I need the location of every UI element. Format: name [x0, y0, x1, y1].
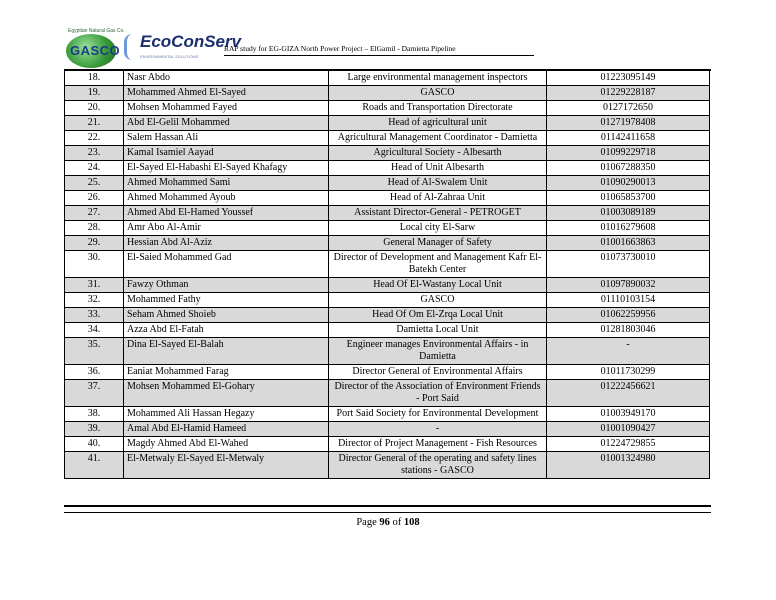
table-row	[65, 278, 710, 293]
position-cell: Assistant Director-General - PETROGET	[329, 206, 547, 221]
name-cell: Ahmed Mohammed Sami	[124, 176, 329, 191]
position-cell: Agricultural Management Coordinator - Damietta	[329, 131, 547, 146]
table-row	[65, 293, 710, 308]
phone-cell: 01001090427	[547, 422, 710, 437]
table-row	[65, 131, 710, 146]
table-row	[65, 161, 710, 176]
phone-cell: 01003949170	[547, 407, 710, 422]
position-cell: Director General of the operating and safety lines stations - GASCO	[329, 452, 547, 479]
position-cell: Head of Al-Zahraa Unit	[329, 191, 547, 206]
of-label: of	[392, 517, 402, 528]
row-number-cell: 21.	[65, 116, 124, 131]
phone-cell: 01271978408	[547, 116, 710, 131]
ecoconserv-tagline: ENVIRONMENTAL SOLUTIONS	[140, 54, 199, 59]
table-row	[65, 338, 710, 365]
table-row	[65, 323, 710, 338]
row-number-cell: 25.	[65, 176, 124, 191]
total-pages: 108	[403, 517, 420, 528]
position-cell: Head of Unit Albesarth	[329, 161, 547, 176]
table-row	[65, 176, 710, 191]
row-number-cell: 32.	[65, 293, 124, 308]
name-cell: Hessian Abd Al-Aziz	[124, 236, 329, 251]
name-cell: Kamal Isamiel Aayad	[124, 146, 329, 161]
ecoconserv-logo	[124, 32, 242, 66]
row-number-cell: 40.	[65, 437, 124, 452]
position-cell: GASCO	[329, 293, 547, 308]
table-row	[65, 437, 710, 452]
position-cell: Head Of El-Wastany Local Unit	[329, 278, 547, 293]
position-cell: General Manager of Safety	[329, 236, 547, 251]
phone-cell: 01016279608	[547, 221, 710, 236]
position-cell: Engineer manages Environmental Affairs - in Damietta	[329, 338, 547, 365]
name-cell: Nasr Abdo	[124, 71, 329, 86]
name-cell: Mohsen Mohammed Fayed	[124, 101, 329, 116]
row-number-cell: 23.	[65, 146, 124, 161]
position-cell: Large environmental management inspectors	[329, 71, 547, 86]
phone-cell: 01142411658	[547, 131, 710, 146]
name-cell: El-Saied Mohammed Gad	[124, 251, 329, 278]
phone-cell: 01003089189	[547, 206, 710, 221]
row-number-cell: 26.	[65, 191, 124, 206]
row-number-cell: 27.	[65, 206, 124, 221]
phone-cell: -	[547, 338, 710, 365]
position-cell: Head of agricultural unit	[329, 116, 547, 131]
name-cell: Seham Ahmed Shoieb	[124, 308, 329, 323]
row-number-cell: 37.	[65, 380, 124, 407]
table-row	[65, 365, 710, 380]
name-cell: Amr Abo Al-Amir	[124, 221, 329, 236]
row-number-cell: 29.	[65, 236, 124, 251]
name-cell: Eaniat Mohammed Farag	[124, 365, 329, 380]
table-row	[65, 308, 710, 323]
table-row	[65, 86, 710, 101]
phone-cell: 01001663863	[547, 236, 710, 251]
table-row	[65, 146, 710, 161]
name-cell: Azza Abd El-Fatah	[124, 323, 329, 338]
gasco-tagline: Egyptian Natural Gas Co.	[68, 28, 125, 34]
row-number-cell: 24.	[65, 161, 124, 176]
row-number-cell: 35.	[65, 338, 124, 365]
gasco-logo	[64, 28, 125, 68]
table-bottom-border	[64, 505, 711, 507]
ecoconserv-mark-icon	[124, 34, 141, 60]
position-cell: Damietta Local Unit	[329, 323, 547, 338]
position-cell: Head Of Om El-Zrqa Local Unit	[329, 308, 547, 323]
phone-cell: 01062259956	[547, 308, 710, 323]
row-number-cell: 36.	[65, 365, 124, 380]
table-row	[65, 116, 710, 131]
row-number-cell: 22.	[65, 131, 124, 146]
phone-cell: 01067288350	[547, 161, 710, 176]
gasco-logo-text: GASCO	[70, 43, 121, 58]
phone-cell: 01073730010	[547, 251, 710, 278]
name-cell: El-Sayed El-Habashi El-Sayed Khafagy	[124, 161, 329, 176]
phone-cell: 01222456621	[547, 380, 710, 407]
phone-cell: 01229228187	[547, 86, 710, 101]
phone-cell: 01110103154	[547, 293, 710, 308]
name-cell: Salem Hassan Ali	[124, 131, 329, 146]
position-cell: -	[329, 422, 547, 437]
row-number-cell: 28.	[65, 221, 124, 236]
table-row	[65, 191, 710, 206]
row-number-cell: 38.	[65, 407, 124, 422]
row-number-cell: 18.	[65, 71, 124, 86]
page-header	[64, 22, 534, 72]
name-cell: Mohsen Mohammed El-Gohary	[124, 380, 329, 407]
name-cell: Fawzy Othman	[124, 278, 329, 293]
phone-cell: 01099229718	[547, 146, 710, 161]
footer-divider	[64, 512, 711, 513]
table-row	[65, 71, 710, 86]
phone-cell: 01281803046	[547, 323, 710, 338]
table-row	[65, 452, 710, 479]
row-number-cell: 30.	[65, 251, 124, 278]
row-number-cell: 19.	[65, 86, 124, 101]
table-row	[65, 422, 710, 437]
name-cell: Ahmed Abd El-Hamed Youssef	[124, 206, 329, 221]
position-cell: Director of the Association of Environment Friends - Port Said	[329, 380, 547, 407]
row-number-cell: 20.	[65, 101, 124, 116]
table-row	[65, 101, 710, 116]
phone-cell: 01097890032	[547, 278, 710, 293]
page-number: 96	[379, 517, 390, 528]
phone-cell: 01011730299	[547, 365, 710, 380]
name-cell: Amal Abd El-Hamid Hameed	[124, 422, 329, 437]
ecoconserv-logo-text: EcoConServ	[140, 32, 242, 51]
name-cell: Ahmed Mohammed Ayoub	[124, 191, 329, 206]
table-row	[65, 221, 710, 236]
phone-cell: 01224729855	[547, 437, 710, 452]
position-cell: Director of Development and Management Kafr El-Batekh Center	[329, 251, 547, 278]
name-cell: Mohammed Ali Hassan Hegazy	[124, 407, 329, 422]
contacts-table-body	[65, 71, 710, 479]
page-footer	[0, 517, 776, 528]
table-row	[65, 236, 710, 251]
page-label: Page	[356, 517, 377, 528]
row-number-cell: 39.	[65, 422, 124, 437]
table-row	[65, 407, 710, 422]
phone-cell: 01065853700	[547, 191, 710, 206]
row-number-cell: 41.	[65, 452, 124, 479]
name-cell: Mohammed Fathy	[124, 293, 329, 308]
position-cell: Local city El-Sarw	[329, 221, 547, 236]
phone-cell: 01223095149	[547, 71, 710, 86]
table-row	[65, 380, 710, 407]
name-cell: Abd El-Gelil Mohammed	[124, 116, 329, 131]
position-cell: Director of Project Management - Fish Resources	[329, 437, 547, 452]
position-cell: Agricultural Society - Albesarth	[329, 146, 547, 161]
row-number-cell: 31.	[65, 278, 124, 293]
position-cell: Roads and Transportation Directorate	[329, 101, 547, 116]
name-cell: Dina El-Sayed El-Balah	[124, 338, 329, 365]
row-number-cell: 34.	[65, 323, 124, 338]
position-cell: GASCO	[329, 86, 547, 101]
phone-cell: 0127172650	[547, 101, 710, 116]
contacts-table	[64, 70, 710, 479]
position-cell: Port Said Society for Environmental Development	[329, 407, 547, 422]
table-row	[65, 206, 710, 221]
position-cell: Director General of Environmental Affairs	[329, 365, 547, 380]
table-row	[65, 251, 710, 278]
phone-cell: 01090290013	[547, 176, 710, 191]
name-cell: Magdy Ahmed Abd El-Wahed	[124, 437, 329, 452]
phone-cell: 01001324980	[547, 452, 710, 479]
header-divider	[224, 55, 534, 56]
name-cell: Mohammed Ahmed El-Sayed	[124, 86, 329, 101]
row-number-cell: 33.	[65, 308, 124, 323]
position-cell: Head of Al-Swalem Unit	[329, 176, 547, 191]
document-title: RAP study for EG-GIZA North Power Project – ElGamil - Damietta Pipeline	[224, 44, 456, 53]
name-cell: El-Metwaly El-Sayed El-Metwaly	[124, 452, 329, 479]
